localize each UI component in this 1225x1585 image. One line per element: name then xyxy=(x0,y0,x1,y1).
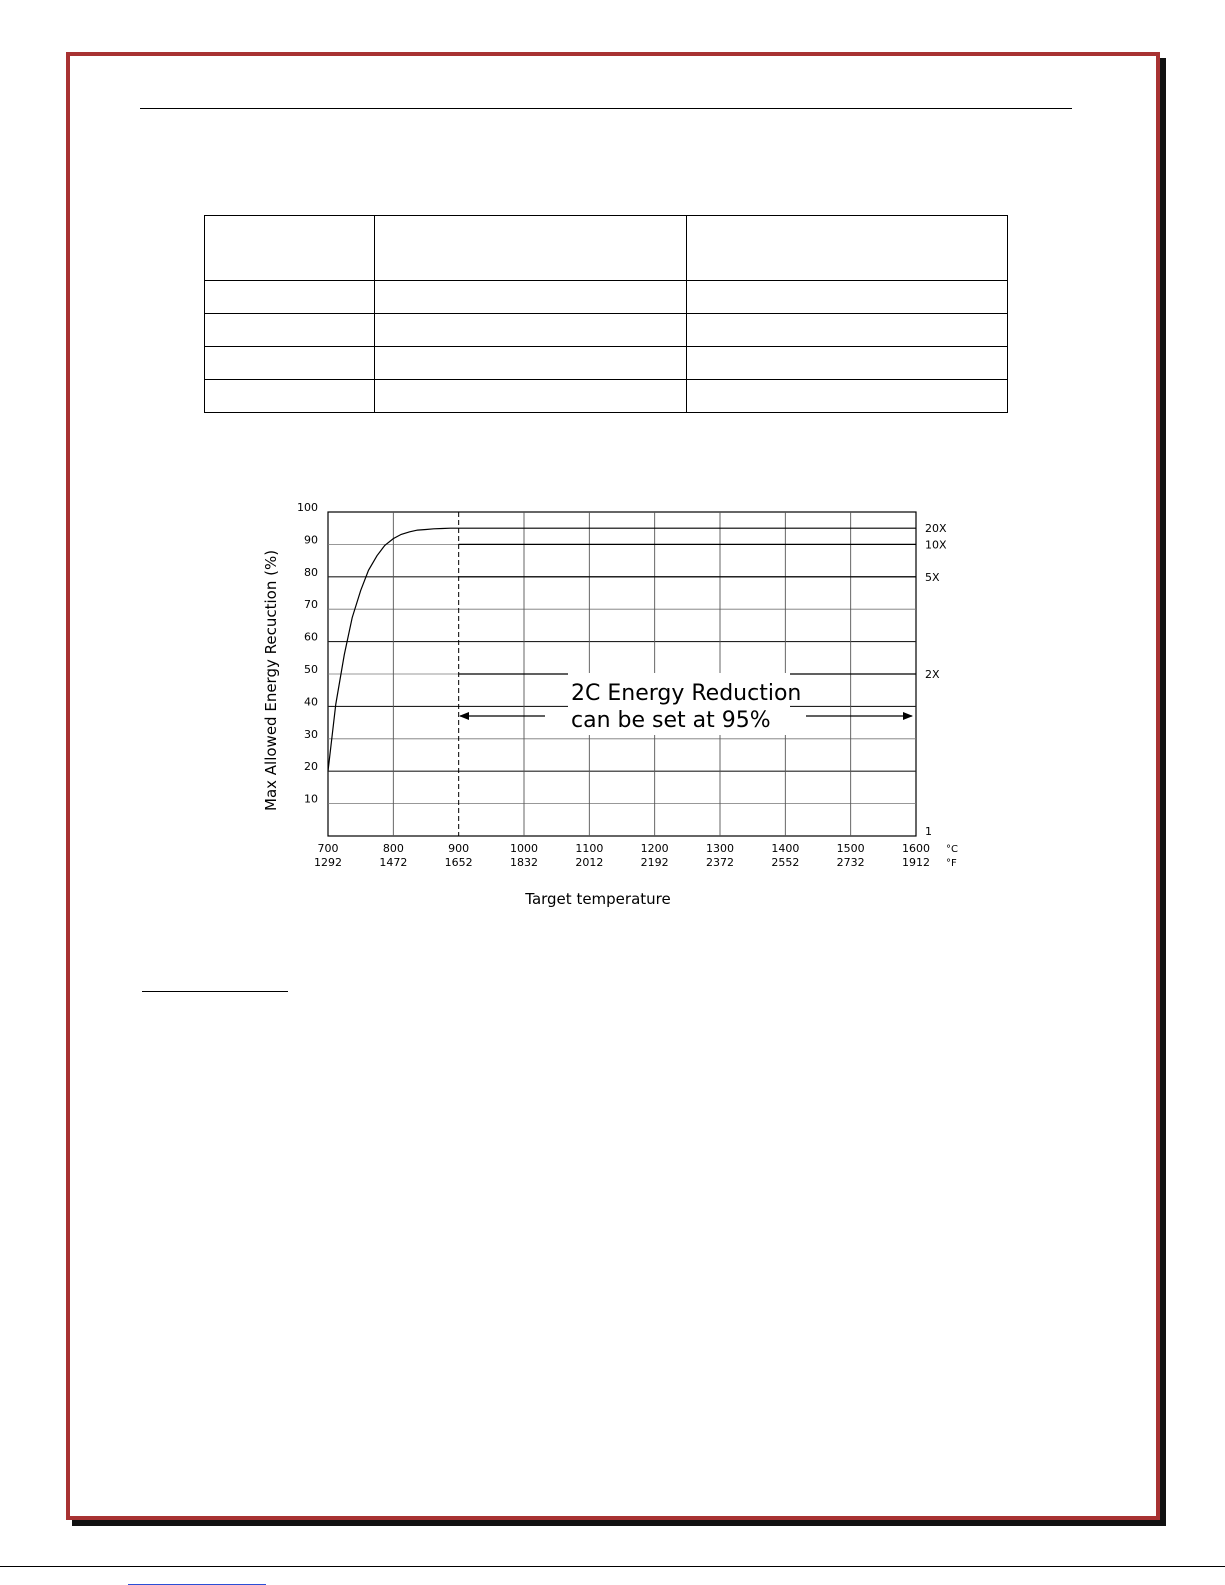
x-tick-label-f: 2372 xyxy=(706,856,734,869)
x-tick-label-c: 1200 xyxy=(640,842,669,855)
x-tick-label-f: 1832 xyxy=(510,856,538,869)
table-header-cell xyxy=(205,216,375,281)
y-tick-label: 20 xyxy=(304,760,318,774)
table-row xyxy=(205,347,1008,380)
table-header-cell xyxy=(687,216,1008,281)
table-cell xyxy=(687,347,1008,380)
table-header-row xyxy=(205,216,1008,281)
y-tick-label: 80 xyxy=(304,565,318,579)
y-tick-label: 100 xyxy=(297,501,318,514)
table-cell xyxy=(687,314,1008,347)
x-tick-label-f: 2192 xyxy=(640,856,669,869)
table-cell xyxy=(375,347,687,380)
table-cell xyxy=(205,281,375,314)
table-header-cell xyxy=(375,216,687,281)
x-tick-label-c: 800 xyxy=(382,842,404,855)
table-cell xyxy=(375,281,687,314)
x-tick-label-c: 1000 xyxy=(510,842,538,855)
y-tick-label: 60 xyxy=(304,630,318,644)
table-cell xyxy=(205,314,375,347)
y-tick-label: 10 xyxy=(304,792,318,806)
right-axis-label: 1 xyxy=(925,825,932,838)
y-tick-label: 30 xyxy=(304,727,318,741)
x-tick-label-c: 1600 xyxy=(902,842,930,855)
table-row xyxy=(205,314,1008,347)
right-axis-label: 2X xyxy=(925,668,940,681)
x-tick-label-c: 700 xyxy=(317,842,339,855)
table-row xyxy=(205,380,1008,413)
table-cell xyxy=(687,281,1008,314)
table-cell xyxy=(375,314,687,347)
table-cell xyxy=(687,380,1008,413)
x-axis-label: Target temperature xyxy=(525,890,671,908)
x-unit-label-c: °C xyxy=(946,844,958,855)
header-rule xyxy=(140,108,1072,109)
x-tick-label-c: 1500 xyxy=(836,842,865,855)
table-row xyxy=(205,281,1008,314)
empty-data-table xyxy=(204,215,1008,413)
y-tick-label: 70 xyxy=(304,598,318,612)
annotation-line-1: 2C Energy Reduction xyxy=(571,681,802,706)
x-tick-label-c: 1400 xyxy=(771,842,800,855)
x-unit-label-f: °F xyxy=(946,858,957,869)
x-tick-label-f: 2012 xyxy=(575,856,604,869)
table-cell xyxy=(205,347,375,380)
x-tick-label-c: 1300 xyxy=(706,842,734,855)
x-tick-label-f: 2552 xyxy=(771,856,800,869)
x-tick-label-c: 1100 xyxy=(575,842,604,855)
table-cell xyxy=(375,380,687,413)
right-axis-label: 10X xyxy=(925,538,947,552)
x-tick-label-f: 1472 xyxy=(379,856,408,869)
right-axis-label: 20X xyxy=(925,522,947,536)
y-tick-label: 50 xyxy=(304,663,318,676)
footer-rule xyxy=(0,1566,1225,1567)
table-cell xyxy=(205,380,375,413)
y-tick-label: 40 xyxy=(304,695,318,709)
x-tick-label-f: 1292 xyxy=(314,856,342,869)
right-axis-label: 5X xyxy=(925,570,940,584)
y-tick-label: 90 xyxy=(304,533,318,547)
energy-reduction-chart xyxy=(250,495,980,915)
x-tick-label-c: 900 xyxy=(448,842,470,855)
x-tick-label-f: 1912 xyxy=(902,856,930,869)
x-tick-label-f: 2732 xyxy=(836,856,865,869)
y-axis-label: Max Allowed Energy Recuction (%) xyxy=(262,549,280,811)
section-heading-underline xyxy=(142,991,288,992)
annotation-line-2: can be set at 95% xyxy=(571,708,771,733)
x-tick-label-f: 1652 xyxy=(444,856,473,869)
